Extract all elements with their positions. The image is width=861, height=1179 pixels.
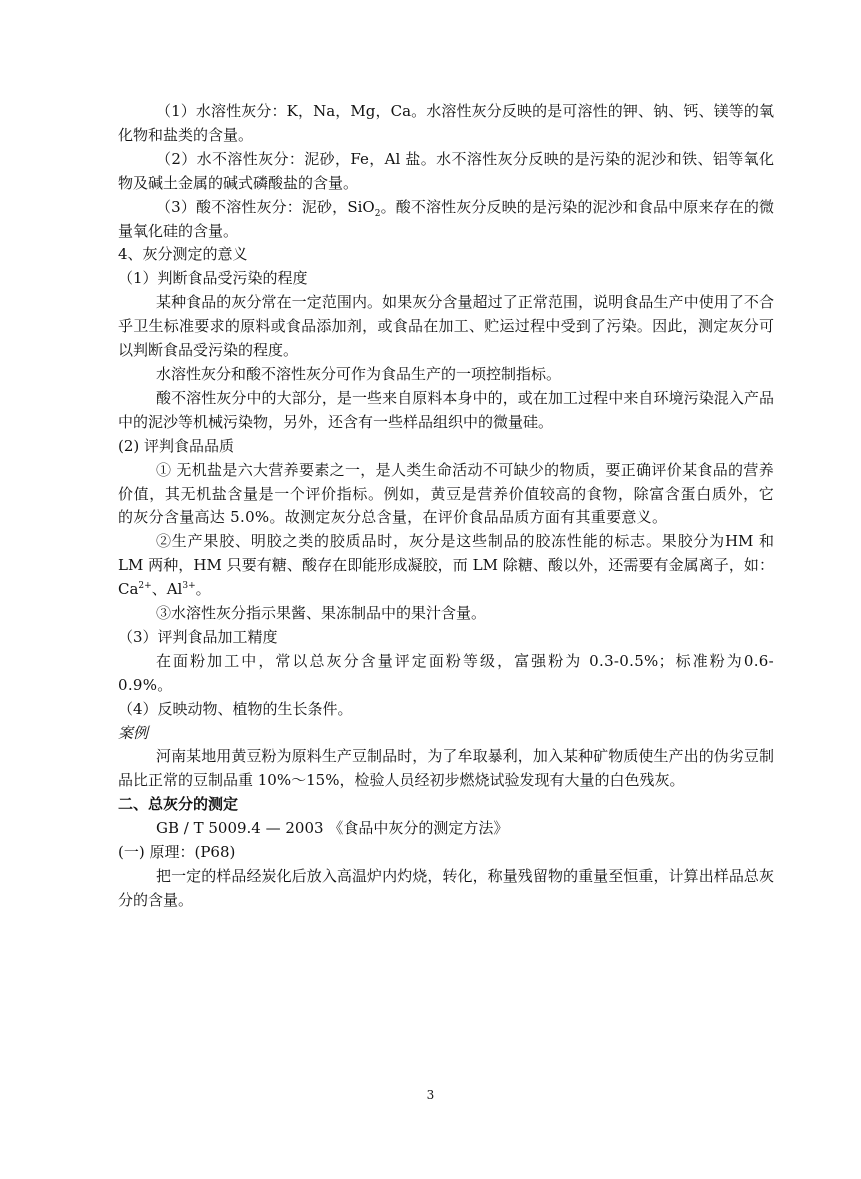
section-heading-4: 4、灰分测定的意义 <box>118 245 248 264</box>
text-run: 。酸不溶性灰分反映的是污染的泥沙和食品中原来存在的微量氧化硅的含量。 <box>118 197 774 240</box>
paragraph-standard: GB / T 5009.4 — 2003 《食品中灰分的测定方法》 <box>156 819 509 838</box>
paragraph-principle: 把一定的样品经炭化后放入高温炉内灼烧，转化，称量残留物的重量至恒重，计算出样品总灰分的含量。 <box>118 867 774 909</box>
subheading-3: （3）评判食品加工精度 <box>118 627 278 646</box>
section-heading-total-ash: 二、总灰分的测定 <box>118 795 239 814</box>
text-run: （3）酸不溶性灰分：泥砂，SiO <box>156 197 375 216</box>
paragraph-pectin <box>118 530 774 602</box>
text-run: 。 <box>195 580 211 599</box>
subheading-1: （1）判断食品受污染的程度 <box>118 269 308 288</box>
paragraph-fruit-juice: ③水溶性灰分指示果酱、果冻制品中的果汁含量。 <box>156 604 487 623</box>
paragraph-flour-grade: 在面粉加工中，常以总灰分含量评定面粉等级，富强粉为 0.3-0.5%；标准粉为0.6-0.9%。 <box>118 651 774 694</box>
subheading-2: (2) 评判食品品质 <box>118 436 235 455</box>
paragraph-pollution: 某种食品的灰分常在一定范围内。如果灰分含量超过了正常范围，说明食品生产中使用了不合乎卫生标准要求的原料或食品添加剂，或食品在加工、贮运过程中受到了污染。因此，测定灰分可以判断食品受污染的程度。 <box>118 293 774 360</box>
paragraph-acid-insoluble-ash <box>118 196 774 244</box>
subheading-4: （4）反映动物、植物的生长条件。 <box>118 699 353 718</box>
text-run: 、Al <box>151 580 183 599</box>
subscript: 2 <box>374 208 381 219</box>
page-number: 3 <box>426 1088 435 1102</box>
paragraph-nutrition-value: ① 无机盐是六大营养要素之一，是人类生命活动不可缺少的物质，要正确评价某食品的营养价值，其无机盐含量是一个评价指标。例如，黄豆是营养价值较高的食物，除富含蛋白质外，它的灰分含量高达 5.0%。故测定灰分总含量，在评价食品品质方面有其重要意义。 <box>118 460 774 527</box>
paragraph-case: 河南某地用黄豆粉为原料生产豆制品时，为了牟取暴利，加入某种矿物质使生产出的伪劣豆制品比正常的豆制品重 10%～15%，检验人员经初步燃烧试验发现有大量的白色残灰。 <box>118 747 774 790</box>
case-label: 案例 <box>118 723 149 742</box>
paragraph-water-soluble-ash: （1）水溶性灰分：K，Na，Mg，Ca。水溶性灰分反映的是可溶性的钾、钠、钙、镁等的氧化物和盐类的含量。 <box>118 102 774 144</box>
document-body <box>118 100 774 913</box>
superscript: 3+ <box>182 581 196 592</box>
paragraph-water-insoluble-ash: （2）水不溶性灰分：泥砂，Fe，Al 盐。水不溶性灰分反映的是污染的泥沙和铁、铝等氧化物及碱土金属的碱式磷酸盐的含量。 <box>118 149 774 192</box>
superscript: 2+ <box>138 581 152 592</box>
subheading-principle: (一) 原理：(P68) <box>118 843 236 862</box>
text-run: ②生产果胶、明胶之类的胶质品时，灰分是这些制品的胶冻性能的标志。果胶分为HM 和 LM 两种，HM 只要有糖、酸存在即能形成凝胶，而 LM 除糖、酸以外，还需要有金属离子，如： Ca <box>118 532 774 599</box>
paragraph-control-index: 水溶性灰分和酸不溶性灰分可作为食品生产的一项控制指标。 <box>156 364 562 383</box>
paragraph-acid-insoluble-components: 酸不溶性灰分中的大部分，是一些来自原料本身中的，或在加工过程中来自环境污染混入产品中的泥沙等机械污染物，另外，还含有一些样品组织中的微量硅。 <box>118 388 774 431</box>
